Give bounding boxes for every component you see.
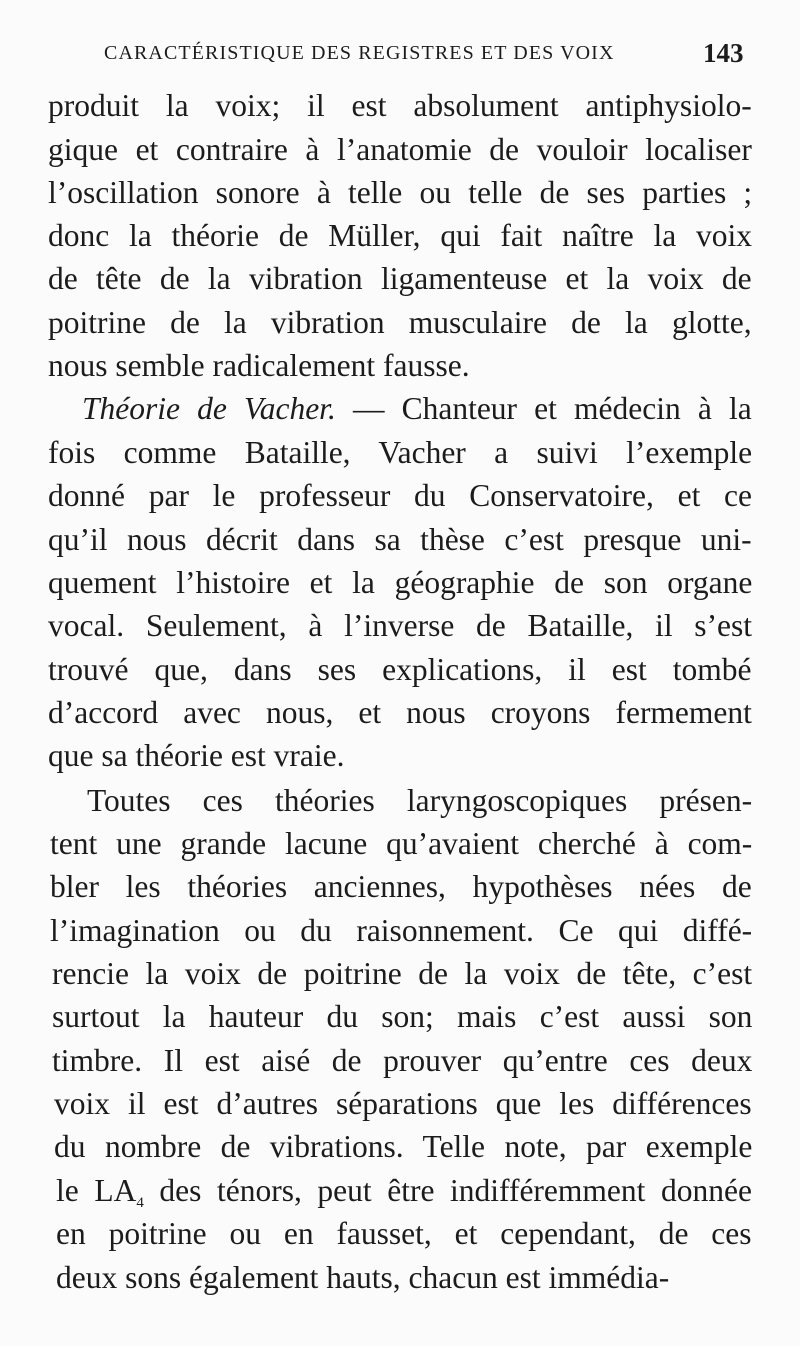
text-line: en poitrine ou en fausset, et cependant, de ces <box>56 1216 752 1251</box>
text-line: que sa théorie est vraie. <box>48 738 345 773</box>
text-line-rest: des ténors, peut être indifféremment donnée <box>143 1173 752 1208</box>
text-line: d’accord avec nous, et nous croyons fermement <box>48 695 752 730</box>
section-heading-line <box>82 393 752 425</box>
section-heading: Théorie de Vacher. <box>82 391 336 426</box>
text-line: bler les théories anciennes, hypothèses nées de <box>50 869 752 904</box>
text-line: vocal. Seulement, à l’inverse de Bataille, il s’est <box>48 608 753 643</box>
text-line: du nombre de vibrations. Telle note, par exemple <box>54 1129 753 1164</box>
text-line: timbre. Il est aisé de prouver qu’entre ces deux <box>52 1043 753 1078</box>
text-line <box>56 1173 752 1211</box>
text-line: de tête de la vibration ligamenteuse et la voix de <box>48 261 752 296</box>
text-line: fois comme Bataille, Vacher a suivi l’exemple <box>48 435 753 470</box>
text-line: poitrine de la vibration musculaire de la glotte, <box>48 305 752 340</box>
text-line: l’oscillation sonore à telle ou telle de ses parties ; <box>48 175 753 210</box>
text-line: quement l’histoire et la géographie de son organe <box>48 565 753 600</box>
text-line: donc la théorie de Müller, qui fait naître la voix <box>48 218 753 253</box>
text-line: l’imagination ou du raisonnement. Ce qui diffé- <box>50 913 753 948</box>
text-line: gique et contraire à l’anatomie de vouloir localiser <box>48 132 752 167</box>
text-line: rencie la voix de poitrine de la voix de tête, c’est <box>52 956 753 991</box>
page-number: 143 <box>703 38 744 68</box>
text-line: trouvé que, dans ses explications, il est tombé <box>48 652 752 687</box>
text-line: Toutes ces théories laryngoscopiques présen- <box>87 783 753 818</box>
text-line-rest: — Chanteur et médecin à la <box>335 391 752 426</box>
text-line: nous semble radicalement fausse. <box>48 348 470 383</box>
text-line: donné par le professeur du Conservatoire, et ce <box>48 478 753 513</box>
text-line: deux sons également hauts, chacun est immédia- <box>56 1260 670 1295</box>
text-line: tent une grande lacune qu’avaient cherché à com- <box>50 826 753 861</box>
text-line-start: le LA <box>56 1173 137 1208</box>
running-head: CARACTÉRISTIQUE DES REGISTRES ET DES VOIX <box>104 42 615 64</box>
text-line: voix il est d’autres séparations que les différences <box>54 1086 752 1121</box>
subscript: 4 <box>136 1195 144 1211</box>
page-header <box>0 38 800 78</box>
text-line: surtout la hauteur du son; mais c’est aussi son <box>52 999 753 1034</box>
text-line: qu’il nous décrit dans sa thèse c’est presque uni- <box>48 522 752 557</box>
text-line: produit la voix; il est absolument antiphysiolo- <box>48 88 752 123</box>
